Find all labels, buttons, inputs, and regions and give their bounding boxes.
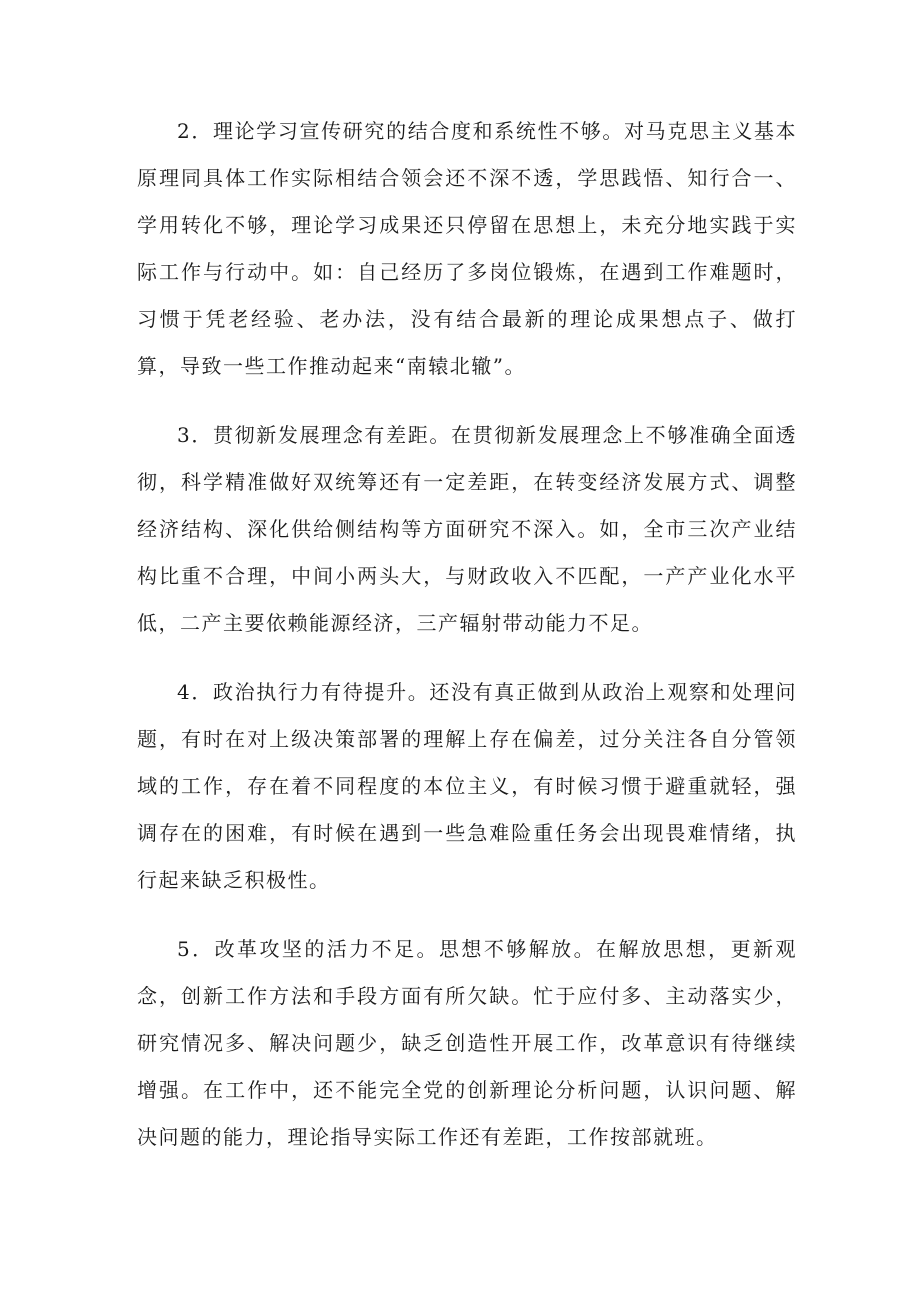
paragraph-item-4: 4．政治执行力有待提升。还没有真正做到从政治上观察和处理问题，有时在对上级决策部署的理解上存在偏差，过分关注各自分管领域的工作，存在着不同程度的本位主义，有时候习惯于避重就轻，强调存在的困难，有时候在遇到一些急难险重任务会出现畏难情绪，执行起来缺乏积极性。: [137, 680, 797, 892]
paragraph-item-2: 2．理论学习宣传研究的结合度和系统性不够。对马克思主义基本原理同具体工作实际相结合领会还不深不透，学思践悟、知行合一、学用转化不够，理论学习成果还只停留在思想上，未充分地实践于实际工作与行动中。如：自己经历了多岗位锻炼，在遇到工作难题时，习惯于凭老经验、老办法，没有结合最新的理论成果想点子、做打算，导致一些工作推动起来“南辕北辙”。: [137, 119, 797, 378]
paragraph-item-5: 5．改革攻坚的活力不足。思想不够解放。在解放思想，更新观念，创新工作方法和手段方面有所欠缺。忙于应付多、主动落实少，研究情况多、解决问题少，缺乏创造性开展工作，改革意识有待继续增强。在工作中，还不能完全党的创新理论分析问题，认识问题、解决问题的能力，理论指导实际工作还有差距，工作按部就班。: [137, 937, 797, 1149]
paragraph-item-3: 3．贯彻新发展理念有差距。在贯彻新发展理念上不够准确全面透彻，科学精准做好双统筹还有一定差距，在转变经济发展方式、调整经济结构、深化供给侧结构等方面研究不深入。如，全市三次产业结构比重不合理，中间小两头大，与财政收入不匹配，一产产业化水平低，二产主要依赖能源经济，三产辐射带动能力不足。: [137, 423, 797, 635]
document-body: [137, 108, 797, 1161]
